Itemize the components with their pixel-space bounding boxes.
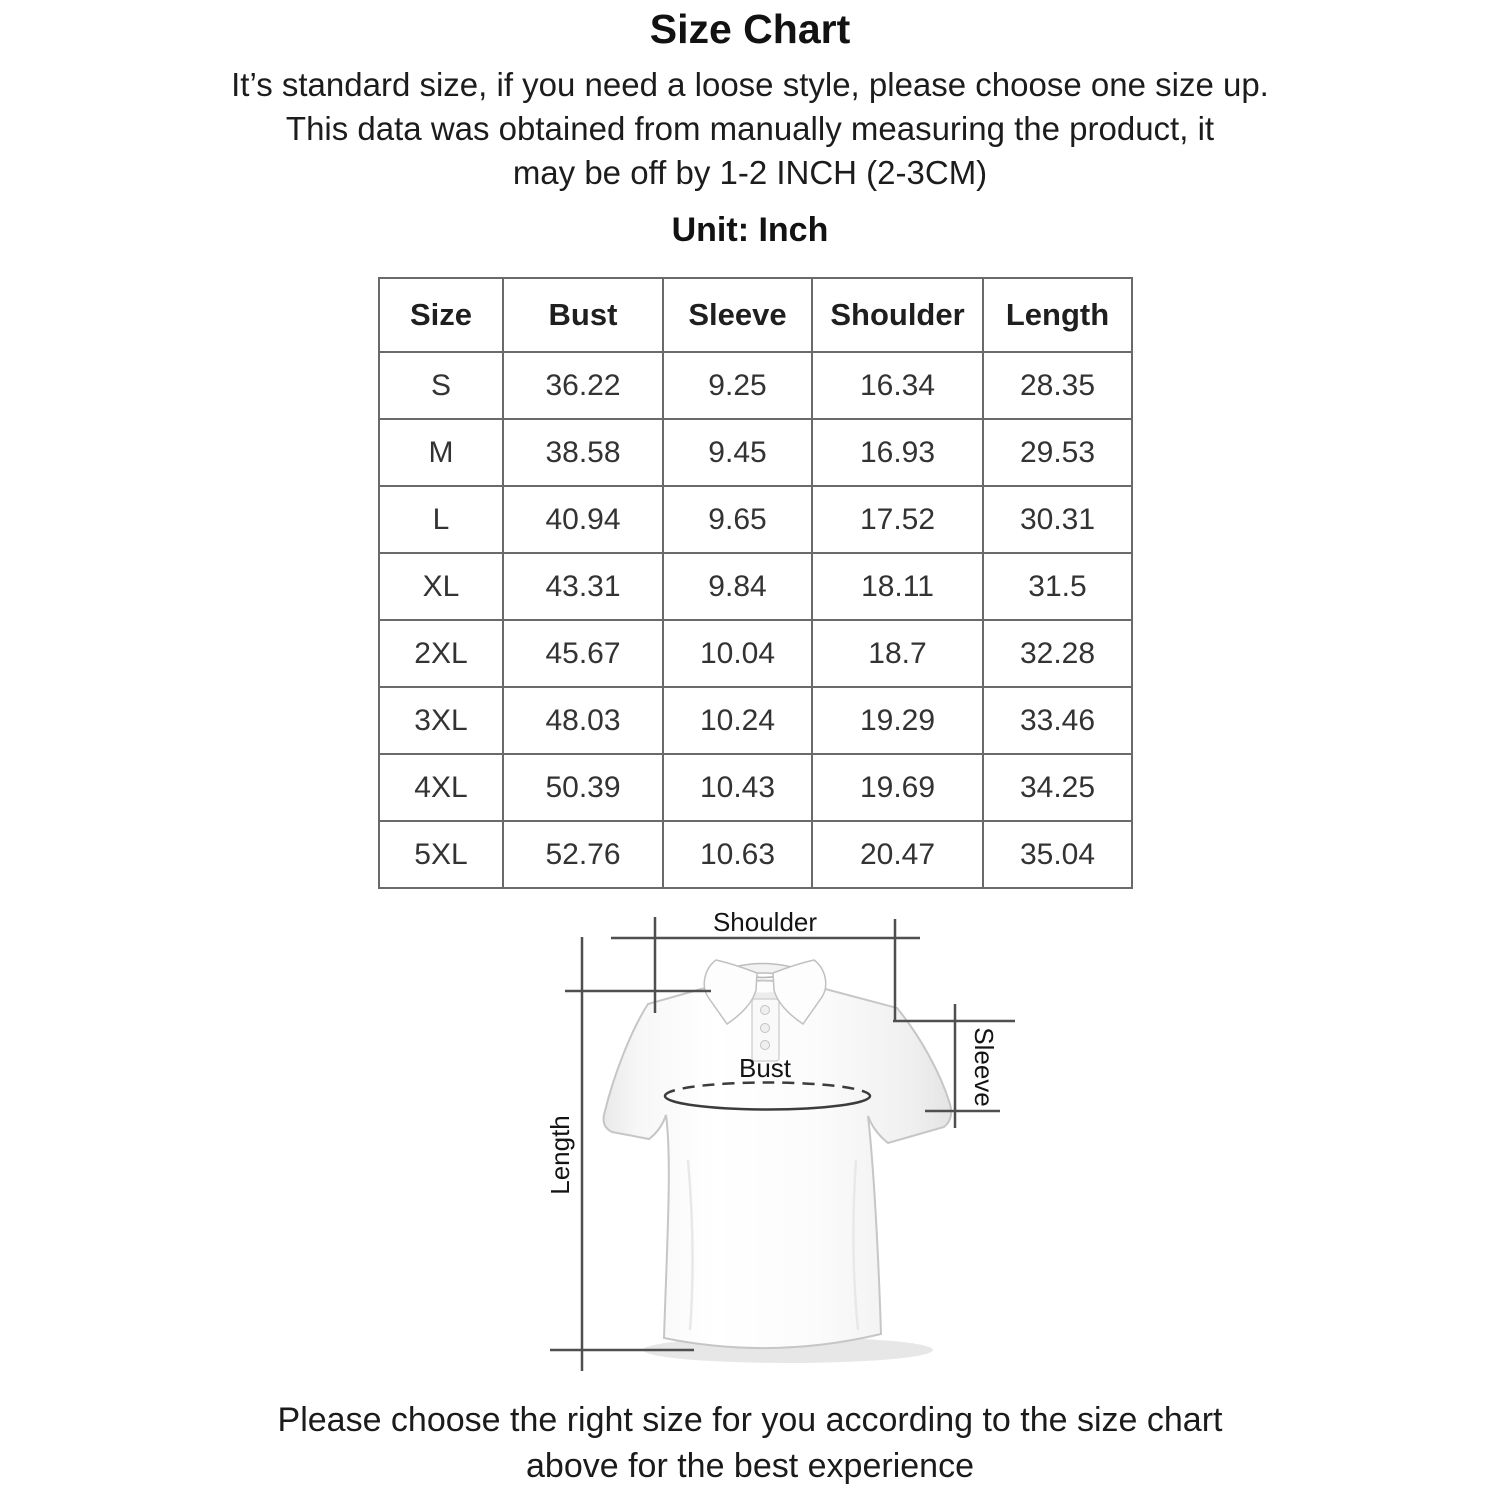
col-header-length: Length	[983, 278, 1132, 352]
shoulder-cell: 16.34	[812, 352, 983, 419]
size-cell: 4XL	[379, 754, 503, 821]
bust-label: Bust	[738, 1053, 792, 1083]
bust-cell: 50.39	[503, 754, 663, 821]
table-row	[379, 486, 1132, 553]
shoulder-cell: 19.29	[812, 687, 983, 754]
description-line-1: It’s standard size, if you need a loose style, please choose one size up.	[231, 66, 1269, 103]
length-cell: 28.35	[983, 352, 1132, 419]
sleeve-cell: 9.84	[663, 553, 812, 620]
description-line-2: This data was obtained from manually measuring the product, it	[285, 110, 1215, 147]
button	[761, 1024, 770, 1033]
sleeve-cell: 10.24	[663, 687, 812, 754]
button	[761, 1006, 770, 1015]
bust-cell: 40.94	[503, 486, 663, 553]
button	[761, 1041, 770, 1050]
description-line-3: may be off by 1-2 INCH (2-3CM)	[512, 154, 988, 191]
size-cell: 5XL	[379, 821, 503, 888]
shoulder-cell: 18.7	[812, 620, 983, 687]
bust-cell: 52.76	[503, 821, 663, 888]
table-row	[379, 754, 1132, 821]
table-row	[379, 352, 1132, 419]
col-header-shoulder: Shoulder	[812, 278, 983, 352]
sleeve-label: Sleeve	[969, 1027, 999, 1107]
sleeve-cell: 10.63	[663, 821, 812, 888]
sleeve-cell: 10.04	[663, 620, 812, 687]
bust-cell: 45.67	[503, 620, 663, 687]
size-cell: M	[379, 419, 503, 486]
length-cell: 31.5	[983, 553, 1132, 620]
size-table	[378, 277, 1133, 889]
sleeve-cell: 9.25	[663, 352, 812, 419]
shoulder-cell: 17.52	[812, 486, 983, 553]
size-cell: S	[379, 352, 503, 419]
table-row	[379, 687, 1132, 754]
footer-line-2: above for the best experience	[526, 1447, 974, 1485]
length-cell: 30.31	[983, 486, 1132, 553]
col-header-bust: Bust	[503, 278, 663, 352]
size-cell: L	[379, 486, 503, 553]
measurement-diagram	[0, 905, 1500, 1380]
size-description	[0, 63, 1500, 195]
col-header-size: Size	[379, 278, 503, 352]
length-cell: 33.46	[983, 687, 1132, 754]
bust-cell: 36.22	[503, 352, 663, 419]
table-row	[379, 419, 1132, 486]
page-title: Size Chart	[649, 6, 851, 52]
bust-cell: 38.58	[503, 419, 663, 486]
shoulder-label: Shoulder	[712, 907, 818, 937]
sleeve-cell: 9.65	[663, 486, 812, 553]
size-cell: 3XL	[379, 687, 503, 754]
length-cell: 29.53	[983, 419, 1132, 486]
shoulder-cell: 18.11	[812, 553, 983, 620]
size-cell: XL	[379, 553, 503, 620]
table-row	[379, 821, 1132, 888]
table-row	[379, 620, 1132, 687]
sleeve-cell: 10.43	[663, 754, 812, 821]
length-cell: 35.04	[983, 821, 1132, 888]
bust-cell: 43.31	[503, 553, 663, 620]
sleeve-cell: 9.45	[663, 419, 812, 486]
length-cell: 34.25	[983, 754, 1132, 821]
col-header-sleeve: Sleeve	[663, 278, 812, 352]
shoulder-cell: 19.69	[812, 754, 983, 821]
size-cell: 2XL	[379, 620, 503, 687]
length-cell: 32.28	[983, 620, 1132, 687]
shoulder-cell: 20.47	[812, 821, 983, 888]
unit-label: Unit: Inch	[671, 211, 829, 249]
footer-line-1: Please choose the right size for you according to the size chart	[277, 1401, 1223, 1439]
shoulder-cell: 16.93	[812, 419, 983, 486]
length-label: Length	[545, 1115, 575, 1195]
table-row	[379, 553, 1132, 620]
table-header-row	[379, 278, 1132, 352]
bust-cell: 48.03	[503, 687, 663, 754]
footer-note	[0, 1397, 1500, 1489]
